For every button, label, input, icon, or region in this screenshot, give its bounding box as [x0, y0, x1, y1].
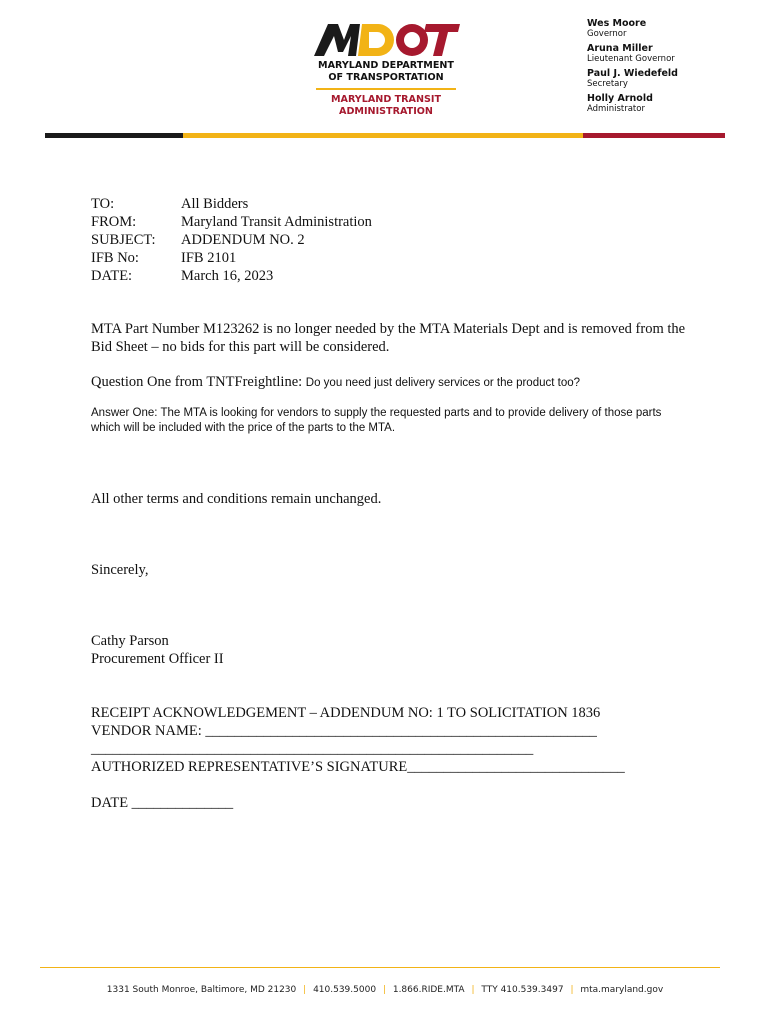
memo-value: ADDENDUM NO. 2 — [181, 232, 305, 248]
official-title: Secretary — [587, 79, 628, 89]
footer-ride-number: 1.866.RIDE.MTA — [392, 985, 465, 995]
official-title: Administrator — [587, 104, 645, 114]
question-prefix: Question One from TNTFreightline: — [91, 374, 306, 390]
signer-name: Cathy Parson — [91, 633, 169, 649]
memo-value: March 16, 2023 — [181, 268, 274, 284]
department-line2: OF TRANSPORTATION — [328, 72, 444, 83]
memo-to-row — [91, 195, 372, 213]
footer-divider — [40, 967, 720, 968]
blank-line: _____________________________________________________________ — [91, 741, 534, 757]
vendor-name-line: VENDOR NAME: ______________________________________________________ — [91, 723, 597, 739]
receipt-heading: RECEIPT ACKNOWLEDGEMENT – ADDENDUM NO: 1 TO SOLICITATION 1836 — [91, 705, 601, 721]
official-name: Aruna Miller — [587, 43, 653, 54]
official-lieutenant-governor — [587, 43, 757, 64]
footer-contact — [0, 985, 770, 995]
official-name: Holly Arnold — [587, 93, 653, 104]
memo-value: Maryland Transit Administration — [181, 214, 372, 230]
terms-paragraph: All other terms and conditions remain unchanged. — [91, 491, 382, 507]
official-name: Paul J. Wiedefeld — [587, 68, 678, 79]
date-line: DATE ______________ — [91, 795, 234, 811]
memo-header — [91, 195, 372, 285]
receipt-acknowledgement — [91, 704, 625, 812]
official-administrator — [587, 93, 757, 114]
part-removal-paragraph: MTA Part Number M123262 is no longer needed by the MTA Materials Dept and is removed from the Bid Sheet – no bids for this part will be considered. — [91, 321, 686, 355]
memo-label: DATE: — [91, 268, 133, 284]
memo-from-row — [91, 213, 372, 231]
signer-title: Procurement Officer II — [91, 651, 224, 667]
header-color-bar — [45, 133, 725, 138]
memo-ifb-row — [91, 249, 372, 267]
signature-line: AUTHORIZED REPRESENTATIVE’S SIGNATURE______________________________ — [91, 759, 625, 775]
official-title: Governor — [587, 29, 627, 39]
department-name — [312, 60, 460, 84]
officials-list — [587, 18, 757, 118]
footer-separator: | — [303, 985, 307, 995]
mdot-wordmark-icon — [312, 22, 460, 58]
department-line1: MARYLAND DEPARTMENT — [318, 60, 454, 71]
memo-label: TO: — [91, 196, 115, 212]
footer-phone: 410.539.5000 — [313, 985, 377, 995]
answer-one: Answer One: The MTA is looking for vendors to supply the requested parts and to provide delivery of those parts which will be included with the price of the parts to the MTA. — [91, 407, 662, 434]
memo-subject-row — [91, 231, 372, 249]
official-name: Wes Moore — [587, 18, 647, 29]
signature-block — [91, 632, 224, 668]
question-text: Do you need just delivery services or the product too? — [305, 377, 581, 389]
footer-address: 1331 South Monroe, Baltimore, MD 21230 — [106, 985, 297, 995]
agency-line1: MARYLAND TRANSIT — [330, 94, 442, 105]
memo-label: SUBJECT: — [91, 232, 156, 248]
bar-black-segment — [45, 133, 183, 138]
closing: Sincerely, — [91, 562, 149, 578]
memo-label: FROM: — [91, 214, 137, 230]
official-title: Lieutenant Governor — [587, 54, 675, 64]
bar-red-segment — [583, 133, 725, 138]
memo-date-row — [91, 267, 372, 285]
footer-separator: | — [382, 985, 386, 995]
official-secretary — [587, 68, 757, 89]
footer-website: mta.maryland.gov — [580, 985, 664, 995]
official-governor — [587, 18, 757, 39]
spacer — [91, 776, 625, 794]
agency-line2: ADMINISTRATION — [339, 106, 433, 117]
footer-separator: | — [471, 985, 475, 995]
bar-gold-segment — [183, 133, 583, 138]
memo-value: All Bidders — [181, 196, 249, 212]
footer-separator: | — [570, 985, 574, 995]
memo-label: IFB No: — [91, 250, 139, 266]
question-one — [91, 373, 711, 392]
logo-divider — [316, 88, 456, 90]
footer-tty: TTY 410.539.3497 — [481, 985, 564, 995]
agency-name — [312, 94, 460, 118]
mdot-logo — [312, 22, 460, 122]
memo-value: IFB 2101 — [181, 250, 237, 266]
